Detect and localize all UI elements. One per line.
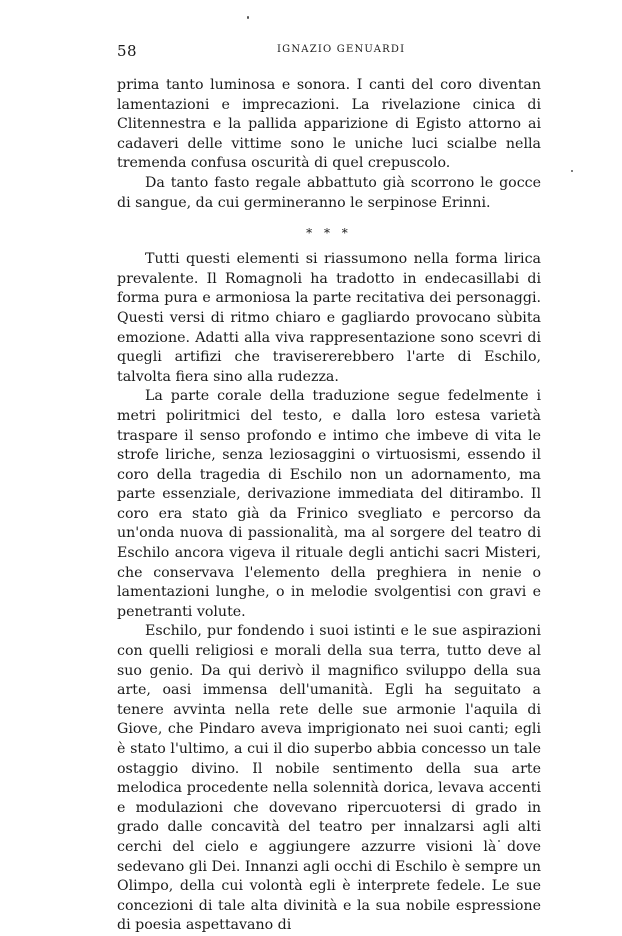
running-head: IGNAZIO GENUARDI bbox=[277, 44, 406, 55]
paragraph: prima tanto luminosa e sonora. I canti del coro diventan lamentazioni e imprecazioni. La rivelazione cinica di Clitennestra e la pallida apparizione di Egisto attorno ai cadaveri delle vittime sono le uniche luci scialbe nella tremenda confusa oscurità di quel crepuscolo. bbox=[117, 77, 541, 172]
page-number: 58 bbox=[117, 42, 138, 60]
paragraph: La parte corale della traduzione segue fedelmente i metri poliritmici del testo, e dalla loro estesa varietà traspare il senso profondo e intimo che imbeve di vita le strofe liriche, senza leziosaggini o virtuosismi, essendo il coro della tragedia di Eschilo non un adornamento, ma parte essenziale, derivazione immediata del ditirambo. Il coro era stato già da Frinico svegliato e percorso da un'onda nuova di passionalità, ma al sorgere del teatro di Eschilo ancora vigeva il rituale degli antichi sacri Misteri, che conservava l'elemento della preghiera in nenie o lamentazioni lunghe, o in melodie svolgentisi con gravi e penetranti volute. bbox=[117, 388, 541, 620]
paragraph: Da tanto fasto regale abbattuto già scorrono le gocce di sangue, da cui germineranno le serpinose Erinni. bbox=[117, 174, 541, 211]
print-speck bbox=[247, 16, 249, 19]
section-divider: * * * bbox=[306, 226, 352, 241]
body-text bbox=[117, 76, 541, 936]
page-header bbox=[117, 42, 541, 62]
paragraph: Eschilo, pur fondendo i suoi istinti e le sue aspirazioni con quelli religiosi e morali della sua terra, tutto deve al suo genio. Da qui derivò il magnifico sviluppo della sua arte, oasi immensa dell'umanità. Egli ha seguitato a tenere avvinta nella rete delle sue armonie l'aquila di Giove, che Pindaro aveva imprigionato nei suoi canti; egli è stato l'ultimo, a cui il dio superbo abbia concesso un tale ostaggio divino. Il nobile sentimento della sua arte melodica procedente nella solennità dorica, levava accenti e modulazioni che dovevano ripercuotersi di grado in grado dalle concavità del teatro per innalzarsi agli alti cerchi del cielo e aggiungere azzurre visioni là dove sedevano gli Dei. Innanzi agli occhi di Eschilo è sempre un Olimpo, della cui volontà egli è interprete fedele. Le sue concezioni di tale alta divinità e la sua nobile espressione di poesia aspettavano di bbox=[117, 623, 541, 934]
paragraph: Tutti questi elementi si riassumono nella forma lirica prevalente. Il Romagnoli ha tradotto in endecasillabi di forma pura e armoniosa la parte recitativa dei personaggi. Questi versi di ritmo chiaro e gagliardo provocano sùbita emozione. Adatti alla viva rappresentazione sono scevri di quegli artifizi che travisererebbero l'arte di Eschilo, talvolta fiera sino alla rudezza. bbox=[117, 251, 541, 385]
print-speck bbox=[571, 170, 573, 172]
